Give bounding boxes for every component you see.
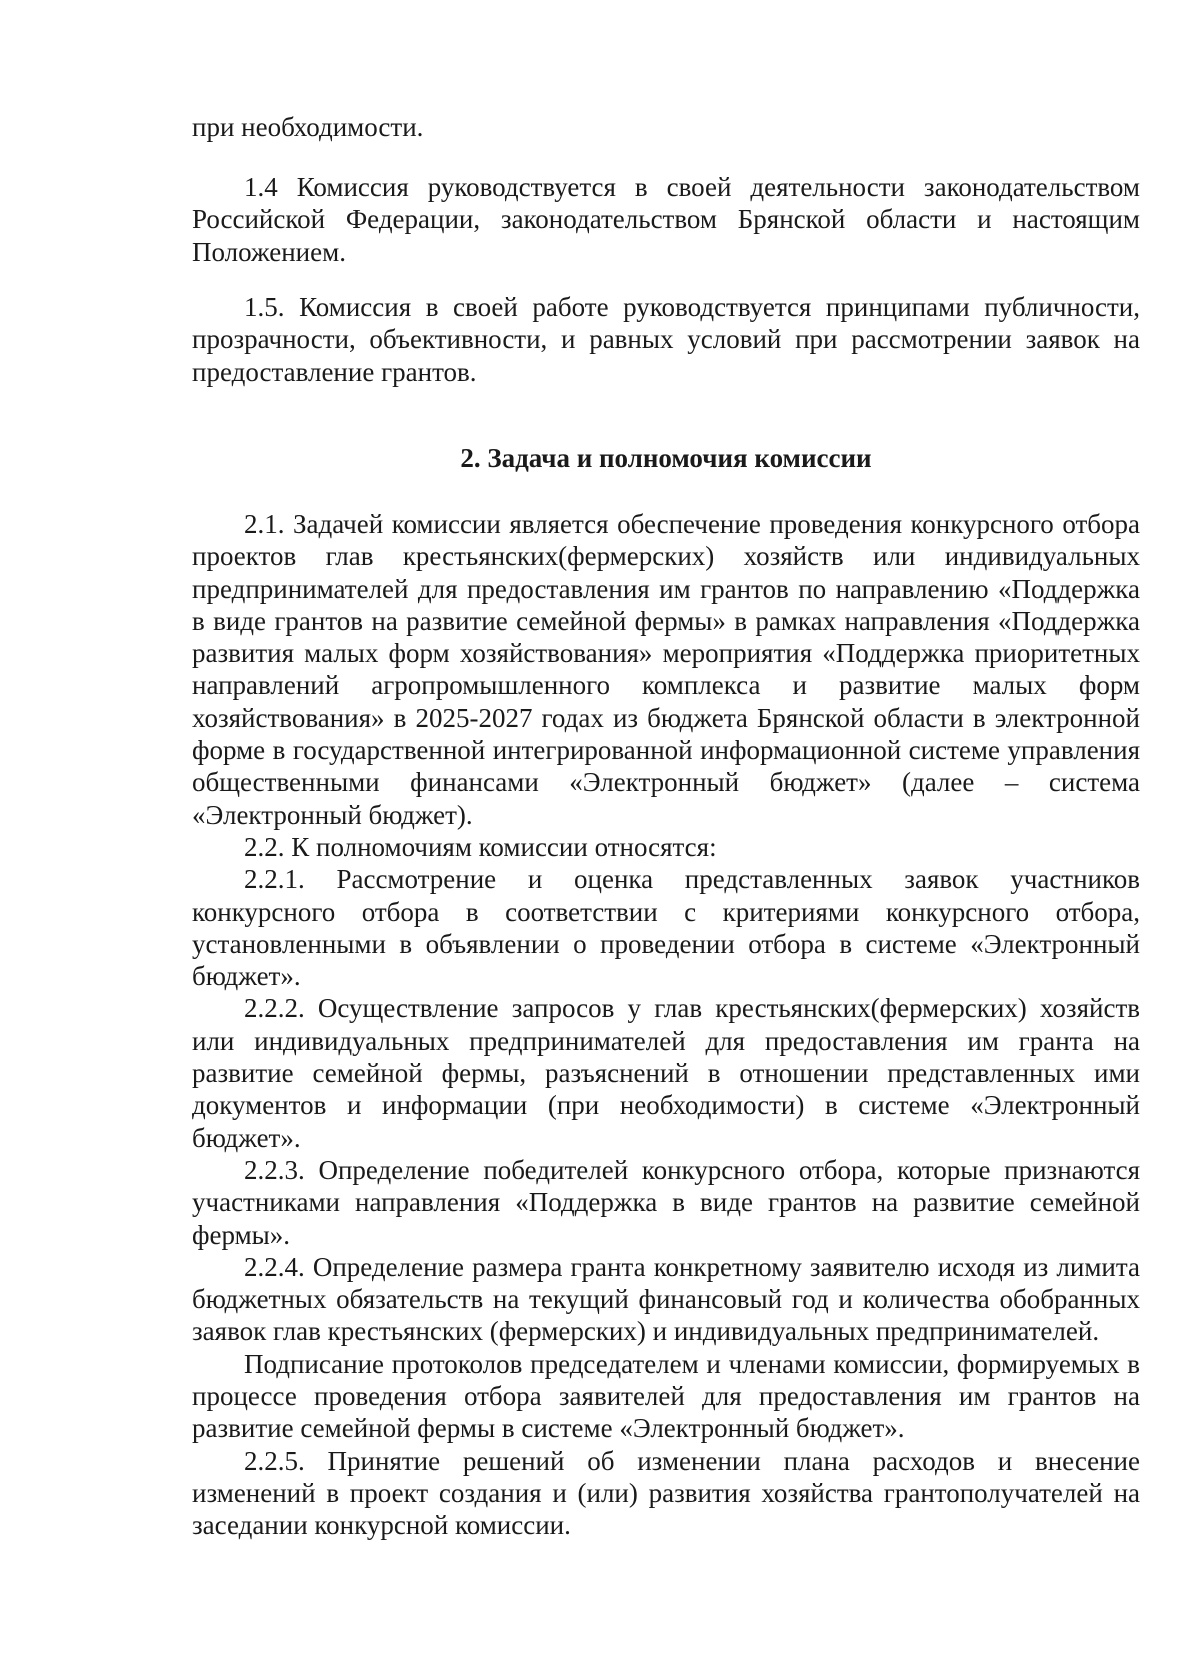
paragraph-2-1: 2.1. Задачей комиссии является обеспечение проведения конкурсного отбора проектов глав крестьянских(фермерских) хозяйств или индивидуальных предпринимателей для предоставления им грантов по направлению «Поддержка в виде грантов на развитие семейной фермы» в рамках направления «Поддержка развития малых форм хозяйствования» мероприятия «Поддержка приоритетных направлений агропромышленного комплекса и развитие малых форм хозяйствования» в 2025-2027 годах из бюджета Брянской области в электронной форме в государственной интегрированной информационной системе управления общественными финансами «Электронный бюджет» (далее – система «Электронный бюджет). [192,509,1140,830]
text-group-heading [192,442,1140,474]
text-group-section-2 [192,508,1140,1542]
paragraph-1-4: 1.4 Комиссия руководствуется в своей деятельности законодательством Российской Федерации, законодательством Брянской области и настоящим Положением. [192,172,1140,267]
text-group-1-4 [192,171,1140,268]
section-2-heading: 2. Задача и полномочия комиссии [460,443,872,473]
paragraph-2-2-3: 2.2.3. Определение победителей конкурсного отбора, которые признаются участниками направления «Поддержка в виде грантов на развитие семейной фермы». [192,1154,1140,1250]
paragraph-2-2-4: 2.2.4. Определение размера гранта конкретному заявителю исходя из лимита бюджетных обязательств на текущий финансовый год и количества обобранных заявок глав крестьянских (фермерских) и индивидуальных предпринимателей. [192,1251,1140,1347]
paragraph-2-2-1: 2.2.1. Рассмотрение и оценка представленных заявок участников конкурсного отбора в соответствии с критериями конкурсного отбора, установленными в объявлении о проведении отбора в системе «Электронный бюджет». [192,864,1140,992]
intro-fragment: при необходимости. [192,112,424,142]
paragraph-1-5: 1.5. Комиссия в своей работе руководствуется принципами публичности, прозрачности, объективности, и равных условий при рассмотрении заявок на предоставление грантов. [192,292,1140,387]
text-group-intro [192,111,1140,143]
paragraph-2-2-2: 2.2.2. Осуществление запросов у глав крестьянских(фермерских) хозяйств или индивидуальных предпринимателей для предоставления им гранта на развитие семейной фермы, разъяснений в отношении представленных ими документов и информации (при необходимости) в системе «Электронный бюджет». [192,993,1140,1153]
paragraph-2-2-5: 2.2.5. Принятие решений об изменении плана расходов и внесение изменений в проект создания и (или) развития хозяйства грантополучателей на заседании конкурсной комиссии. [192,1445,1140,1541]
paragraph-signing: Подписание протоколов председателем и членами комиссии, формируемых в процессе проведения отбора заявителей для предоставления им грантов на развитие семейной фермы в системе «Электронный бюджет». [192,1348,1140,1444]
text-group-1-5 [192,291,1140,388]
paragraph-2-2: 2.2. К полномочиям комиссии относятся: [244,831,717,862]
